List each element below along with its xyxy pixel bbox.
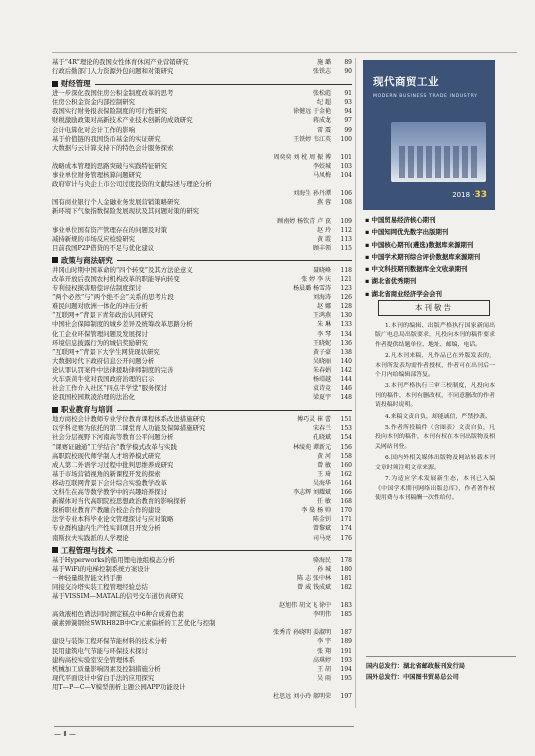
toc-entry-author: 周奕奕 刘 枕 周 振 博 bbox=[273, 153, 331, 161]
toc-entry-page: 134 bbox=[340, 330, 352, 338]
toc-entry bbox=[52, 583, 352, 592]
toc-entry-title: 环境信息披露行为的城信奖励研究 bbox=[52, 338, 148, 347]
toc-entry-author: 吴晓丽 bbox=[312, 357, 331, 365]
section-rule bbox=[117, 409, 352, 411]
toc-entry-author: 王晓妮 bbox=[312, 339, 331, 347]
toc-entry bbox=[52, 656, 352, 665]
toc-entry bbox=[52, 266, 352, 275]
toc-entry bbox=[52, 628, 352, 637]
notice-body bbox=[375, 322, 495, 505]
toc-entry-author: 傅巧灵 崔 蕾 bbox=[297, 416, 331, 424]
toc-entry-title: 事业单位财务管理核算问题研究 bbox=[52, 171, 142, 180]
toc-entry-page: 138 bbox=[340, 348, 352, 356]
toc-entry-title: “互联网+”背景下青年政治认同研究 bbox=[52, 311, 154, 320]
journal-cover bbox=[363, 60, 495, 210]
toc-entry-title: 法学专业本科毕业论文管理探讨与应对策略 bbox=[52, 515, 174, 524]
toc-entry-title: 基于“4R”理论的我国女性体育休闲产业营销研究 bbox=[52, 58, 189, 66]
toc-entry-author: 朱春娟 bbox=[312, 366, 331, 374]
toc-entry-title: 基于VISSIM—MATAL的信号交车道仿真研究 bbox=[52, 591, 184, 600]
toc-entry-title: 论我国校园欺凌治理的法治化 bbox=[52, 393, 136, 402]
toc-entry-author: 吴 雨 bbox=[317, 674, 331, 682]
toc-entry-author: 杨靖越 bbox=[312, 376, 331, 383]
toc-entry-page: 185 bbox=[340, 611, 352, 619]
toc-entry-author: 燕 蓉 bbox=[317, 199, 331, 207]
toc-entry-author: 曾 威 钱成斌 bbox=[297, 583, 331, 591]
toc-entry bbox=[52, 497, 352, 506]
toc-entry-title: 地方商校会计教师专业学位教育课程体系改进措施研究 bbox=[52, 415, 206, 424]
toc-entry-title: 社会工作介入社区“四点半学堂”服务探讨 bbox=[52, 384, 168, 393]
toc-entry bbox=[52, 207, 352, 216]
toc-entry-author: 梁夏宇 bbox=[312, 394, 331, 402]
toc-entry-author: 黄 霞 bbox=[317, 235, 331, 243]
toc-entry-page: 128 bbox=[340, 303, 352, 311]
toc-entry-page: 168 bbox=[340, 498, 352, 506]
column-divider bbox=[355, 58, 356, 708]
toc-entry-author: 陈 志 张中林 bbox=[297, 574, 331, 582]
notice-paragraph: 1.本刊的编辑、出版严格执行国家新闻出版广电总局出版要求，凡投向本刊的稿件要求作者提供结题单位、地址、邮编、电话。 bbox=[375, 323, 495, 348]
toc-entry bbox=[52, 217, 352, 226]
toc-entry-page: 170 bbox=[340, 507, 352, 515]
toc-entry-author: 张 翔 bbox=[317, 647, 331, 655]
toc-entry-title: 我国实行财务报表保险制度的可行性研究 bbox=[52, 107, 168, 116]
toc-entry bbox=[52, 171, 352, 180]
toc-entry-page: 182 bbox=[340, 583, 352, 591]
toc-entry bbox=[52, 162, 352, 171]
toc-entry-author: 赵 玲 bbox=[317, 226, 331, 234]
toc-entry-author: 李 宇 bbox=[317, 638, 331, 646]
toc-entry-page: 146 bbox=[340, 385, 352, 393]
toc-entry bbox=[52, 153, 352, 162]
toc-entry-author: 刘海涛 bbox=[312, 294, 331, 302]
toc-entry-author: 孔晓斌 bbox=[312, 434, 331, 442]
toc-entry-page: 113 bbox=[340, 235, 352, 243]
toc-entry-page: 180 bbox=[340, 565, 352, 573]
toc-entry-author: 徐健远 于金艳 bbox=[293, 108, 331, 116]
section-name: 政策与商法研究 bbox=[61, 255, 113, 265]
toc-entry-page: 108 bbox=[340, 199, 352, 207]
toc-entry bbox=[52, 135, 352, 144]
toc-entry-author: 李志辉 刘耀斌 bbox=[293, 489, 331, 497]
toc-entry-page: 99 bbox=[344, 126, 352, 134]
toc-entry bbox=[52, 58, 352, 67]
toc-entry-page: 187 bbox=[340, 629, 352, 637]
honor-item: ▪ 中文科技期刊数据库全文收录期刊 bbox=[365, 265, 468, 274]
toc-entry bbox=[52, 637, 352, 646]
toc-entry-title: 高职院校现代师学制人才培养模式研究 bbox=[52, 451, 161, 460]
toc-entry-title: 论认罪认罚案件中法律援助律师制度的完善 bbox=[52, 365, 174, 374]
toc-entry-page: 130 bbox=[340, 312, 352, 320]
toc-entry-page: 142 bbox=[340, 366, 352, 374]
toc-entry bbox=[52, 592, 352, 601]
toc-entry-title: 现代平面设计中留白手法的应用探究 bbox=[52, 673, 155, 682]
toc-entry-page: 160 bbox=[340, 461, 352, 469]
toc-entry-title: 专利侵权损害赔偿评估制度探讨 bbox=[52, 284, 142, 293]
toc-entry-title: 井冈山时期中国革命的“四个转变”及其方法论意义 bbox=[52, 265, 193, 274]
toc-entry-title: 成人第二外语学习过程中批判思维养成研究 bbox=[52, 460, 174, 469]
toc-entry-author: 王鸿燕 bbox=[312, 312, 331, 320]
section-heading bbox=[52, 78, 352, 89]
toc-entry-page: 90 bbox=[344, 68, 352, 76]
toc-entry-page: 197 bbox=[340, 693, 352, 700]
toc-entry-page: 140 bbox=[340, 357, 352, 365]
section-rule bbox=[117, 259, 352, 261]
toc-entry-page: 126 bbox=[340, 294, 352, 302]
toc-entry-title: 碳素弹簧钢丝SWRH82B中Cr元素偏析的工艺优化与控制 bbox=[52, 619, 216, 628]
toc-entry-title: 行政后勤部门人力资源外包问题和对策研究 bbox=[52, 67, 174, 76]
toc-entry-author: 李 燊 杨 帅 bbox=[301, 507, 331, 515]
section-heading bbox=[52, 404, 352, 415]
toc-entry bbox=[52, 198, 352, 207]
section-name: 职业教育与培训 bbox=[61, 405, 113, 415]
toc-entry-title: “互联网+”背景下大学生网贷现状研究 bbox=[52, 347, 160, 356]
toc-entry-page: 164 bbox=[340, 479, 352, 487]
toc-entry-title: 国有商业银行个人金融业务发展营销策略研究 bbox=[52, 198, 180, 207]
toc-entry bbox=[52, 452, 352, 461]
toc-entry-page: 103 bbox=[340, 162, 352, 170]
toc-entry-title: 基于价值链的我国货币基金的实证研究 bbox=[52, 134, 161, 143]
toc-entry-author: 孙 城 bbox=[317, 565, 331, 573]
toc-entry bbox=[52, 226, 352, 235]
toc-entry-author: 张 婷 李 庆 bbox=[301, 275, 331, 283]
toc-entry-author: 王铁婷 韦江英 bbox=[293, 135, 331, 143]
toc-entry-title: 基于Hyperworks的船用锂电池组模态分析 bbox=[52, 555, 175, 564]
toc-entry-page: 123 bbox=[340, 285, 352, 293]
toc-entry-author: 纪 超 bbox=[317, 99, 331, 107]
toc-entry-author: 王 琦 bbox=[317, 470, 331, 478]
toc-entry bbox=[52, 665, 352, 674]
toc-entry-author: 高琪婷 bbox=[312, 656, 331, 664]
toc-entry-page: 100 bbox=[340, 135, 352, 143]
toc-entry-page: 194 bbox=[340, 665, 352, 673]
cover-issue bbox=[452, 190, 487, 200]
journal-honors bbox=[365, 214, 515, 300]
toc-entry-title: 建设与装饰工程环保节能材料的技术分析 bbox=[52, 637, 168, 646]
toc-entry-author: 宋春兰 bbox=[312, 425, 331, 433]
toc-entry-title: 社会分层视野下河南高等教育公平问题分析 bbox=[52, 433, 174, 442]
toc-entry-title: 住房公积金资金内部控制研究 bbox=[52, 98, 136, 107]
toc-entry bbox=[52, 116, 352, 125]
toc-entry-page: 181 bbox=[340, 574, 352, 582]
toc-entry bbox=[52, 311, 352, 320]
toc-entry-title: 化工企业环保管理问题及发展探讨 bbox=[52, 329, 148, 338]
toc-entry-page: 156 bbox=[340, 443, 352, 451]
toc-entry bbox=[52, 393, 352, 402]
toc-entry bbox=[52, 506, 352, 515]
toc-entry bbox=[52, 293, 352, 302]
toc-entry bbox=[52, 235, 352, 244]
toc-entry-page: 109 bbox=[340, 217, 352, 225]
toc-entry bbox=[52, 366, 352, 375]
toc-entry-title: 事业单位国有资产管理存在的问题及对策 bbox=[52, 225, 168, 234]
toc-entry-title: 政府审计与央企上市公司过度投资的文献综述与理论分析 bbox=[52, 180, 212, 189]
toc-entry bbox=[52, 619, 352, 628]
toc-entry-title: “两个必然”与“两个绝不会”关系的思考片段 bbox=[52, 293, 174, 302]
toc-entry-page: 89 bbox=[344, 59, 352, 66]
toc-entry-page: 171 bbox=[340, 516, 352, 524]
section-square-icon bbox=[52, 407, 58, 413]
honor-item: ▪ 湖北省商业经济学会会刊 bbox=[365, 289, 442, 298]
toc-entry-title: 基于市场营销视角的新课程开发的探索 bbox=[52, 469, 161, 478]
toc-entry bbox=[52, 565, 352, 574]
toc-entry-author: 张铁志 bbox=[312, 68, 331, 76]
toc-entry-page: 195 bbox=[340, 674, 352, 682]
publisher-line: 国外总发行：中国图书贸易总公司 bbox=[366, 674, 459, 681]
toc-entry bbox=[52, 424, 352, 433]
section-square-icon bbox=[52, 257, 58, 263]
toc-entry bbox=[52, 556, 352, 565]
toc-entry-title: 中国社会保障制度的城乡差异及统筹改革思路分析 bbox=[52, 320, 193, 329]
toc-entry-page: 151 bbox=[340, 416, 352, 424]
notice-paragraph: 6.国内外相关媒体出版物及网站转载本刊文章时须注明文章来源。 bbox=[375, 455, 495, 471]
toc-entry-page: 136 bbox=[340, 339, 352, 347]
toc-entry bbox=[52, 515, 352, 524]
toc-entry-page: 133 bbox=[340, 321, 352, 329]
toc-entry bbox=[52, 144, 352, 153]
toc-entry-page: 106 bbox=[340, 190, 352, 198]
toc-entry-page: 115 bbox=[340, 244, 352, 252]
toc-entry-title: 财税激励政策对高新技术产业技术创新的成效研究 bbox=[52, 116, 193, 125]
honor-item: ▪ 中国贸易经济核心期刊 bbox=[365, 216, 436, 224]
toc-entry-author: 任 敏 bbox=[317, 498, 331, 506]
toc-entry bbox=[52, 275, 352, 284]
cover-issue-number: 33 bbox=[474, 190, 487, 200]
toc-entry bbox=[52, 479, 352, 488]
publisher-line: 国内总发行：湖北省邮政报刊发行局 bbox=[366, 663, 465, 670]
toc-entry bbox=[52, 67, 352, 76]
toc-entry bbox=[52, 126, 352, 135]
toc-entry-title: 文科生在高等数学教学中的兴趣培养探讨 bbox=[52, 488, 168, 497]
toc-entry bbox=[52, 189, 352, 198]
toc-entry bbox=[52, 244, 352, 253]
toc-entry bbox=[52, 302, 352, 311]
toc-entry-page: 178 bbox=[340, 556, 352, 564]
toc-entry-title: 用T—P—C—V模型剖析主题公园APP功能设计 bbox=[52, 682, 186, 691]
toc-entry-author: 袁诗竞 bbox=[312, 385, 331, 393]
toc-entry-title: 目前我国P2P借贷的不足与优化建议 bbox=[52, 243, 155, 252]
toc-entry bbox=[52, 433, 352, 442]
toc-entry-page: 154 bbox=[340, 434, 352, 442]
toc-entry bbox=[52, 488, 352, 497]
toc-entry-author: 杜思远 刘小玲 郝明荣 bbox=[273, 693, 331, 700]
section-square-icon bbox=[52, 547, 58, 553]
toc-entry-author: 曾黎斌 bbox=[312, 525, 331, 533]
toc-entry bbox=[52, 284, 352, 293]
toc-entry-title: 改革开放后我国农村机构改革的职能导向转变 bbox=[52, 274, 180, 283]
toc-entry-page: 153 bbox=[340, 425, 352, 433]
toc-entry-title: 大数据时代下政府信息公开问题分析 bbox=[52, 356, 155, 365]
cover-city-image bbox=[391, 122, 486, 182]
toc-entry-author: 朱 琳 bbox=[317, 321, 331, 329]
page-number: — Ⅱ — bbox=[54, 726, 354, 738]
toc-entry-author: 骆海民 bbox=[312, 556, 331, 564]
toc-entry-page: 97 bbox=[344, 117, 352, 125]
toc-entry-title: 同接交冷塔实装工程管理经验总结 bbox=[52, 582, 148, 591]
toc-entry bbox=[52, 357, 352, 366]
toc-entry bbox=[52, 574, 352, 583]
toc-entry-page: 158 bbox=[340, 452, 352, 460]
toc-entry-page: 112 bbox=[340, 226, 352, 234]
toc-entry bbox=[52, 524, 352, 533]
toc-entry-page: 174 bbox=[340, 525, 352, 533]
toc-entry-title: 难民问题对欧洲一体化的冲击分析 bbox=[52, 302, 148, 311]
notice-paragraph: 5.作者所投稿件（含图表）文责自负，凡投向本刊的稿件，本刊有权在本刊出版物及相关网站刊登。 bbox=[375, 425, 495, 450]
honor-item: ▪ 湖北省优秀期刊 bbox=[365, 277, 417, 286]
toc-entry bbox=[52, 320, 352, 329]
toc-entry bbox=[52, 375, 352, 384]
cover-title: 现代商贸工业 bbox=[373, 76, 439, 88]
toc-entry-title: 进一步深化我国住房公积金制度改革的思考 bbox=[52, 89, 174, 98]
header-rule bbox=[52, 52, 517, 53]
notice-paragraph: 2.凡本刊来稿，凡作品已在外版发表的，本刊所发表均需作者授权，作者可在出刊后一个月内给编辑部答复。 bbox=[375, 353, 495, 379]
toc-entry-title: 会计电算化对会计工作的影响 bbox=[52, 125, 136, 134]
toc-entry-title: 专业群构建内生产性实训项目开发分析 bbox=[52, 524, 161, 533]
toc-entry-title: 移动互联网背景下会计综合实验教学改革 bbox=[52, 478, 168, 487]
cover-year: 2018 · bbox=[452, 191, 475, 199]
toc-entry-title: 减持新规的市场反应检验研究 bbox=[52, 234, 136, 243]
toc-entry bbox=[52, 415, 352, 424]
toc-entry-author: 林绫苑 谭新元 bbox=[293, 443, 331, 451]
toc-entry bbox=[52, 443, 352, 452]
toc-entry bbox=[52, 107, 352, 116]
toc-entry-page: 94 bbox=[344, 108, 352, 116]
toc-entry bbox=[52, 470, 352, 479]
toc-entry-author: 张秀青 孙晓明 姜淑明 bbox=[273, 629, 331, 637]
toc-entry-page: 193 bbox=[340, 656, 352, 664]
toc-entry-title: 火车票黄牛党对我国政府治理的启示 bbox=[52, 375, 155, 383]
toc-entry-page: 162 bbox=[340, 470, 352, 478]
toc-entry-author: 曾 敏 bbox=[317, 461, 331, 469]
toc-entry-title: 高效液相色谱法同时测定糕点中6种合成着色素 bbox=[52, 610, 184, 619]
toc-entry bbox=[52, 339, 352, 348]
toc-entry bbox=[52, 692, 352, 701]
toc-entry-author: 李 琴 bbox=[317, 330, 331, 338]
toc-entry-page: 101 bbox=[340, 153, 352, 161]
toc-entry-page: 104 bbox=[340, 172, 352, 180]
toc-entry bbox=[52, 348, 352, 357]
section-rule bbox=[117, 549, 352, 551]
toc-entry-author: 李姣城 bbox=[312, 162, 331, 170]
section-name: 工程管理与技术 bbox=[61, 545, 113, 555]
toc-entry-page: 144 bbox=[340, 376, 352, 383]
toc-entry-title: 大数据与云计算支持下的特色会计服务探索 bbox=[52, 143, 174, 152]
toc-entry-page: 189 bbox=[340, 638, 352, 646]
toc-entry-author: 李明伟 bbox=[312, 611, 331, 619]
toc-entry-title: “课赛证融通”工学结合“教学模式改革与实践 bbox=[52, 442, 177, 451]
publisher-info bbox=[366, 656, 516, 683]
notice-paragraph: 7.为适应学术发展新生态，本刊已入编《中国学术期刊网络出版总库》，作者著作权使用费与本刊稿酬一次性给付。 bbox=[375, 476, 495, 501]
toc-entry bbox=[52, 601, 352, 610]
toc-entry-page: 93 bbox=[344, 99, 352, 107]
toc-entry-title: 民用建筑电气节能与环保技术探讨 bbox=[52, 646, 148, 655]
toc-entry-author: 聂晓峰 bbox=[312, 266, 331, 274]
section-name: 财经管理 bbox=[61, 79, 91, 89]
section-heading bbox=[52, 255, 352, 266]
toc-entry-title: 探析职业教育产教融合校企合作的建设 bbox=[52, 506, 161, 515]
toc-entry-author: 陈金钊 bbox=[312, 516, 331, 524]
toc-entry-page: 118 bbox=[340, 266, 352, 274]
toc-entry bbox=[52, 330, 352, 339]
toc-entry-author: 杨晨璐 杨雪涛 bbox=[293, 285, 331, 293]
toc-entry-author: 雷 震 bbox=[317, 126, 331, 134]
honor-item: ▪ 中国学术期刊综合评价数据库来源期刊 bbox=[365, 252, 481, 261]
toc-entry-page: 176 bbox=[340, 534, 352, 542]
toc-entry-author: 王 胡 bbox=[317, 665, 331, 673]
table-of-contents bbox=[52, 58, 352, 701]
toc-entry-author: 马凤梅 bbox=[312, 172, 331, 180]
honor-item: ▪ 中国知网优先数字出版期刊 bbox=[365, 228, 449, 237]
toc-entry-author: 顾丰领 bbox=[312, 244, 331, 252]
toc-entry-author: 顾南婷 杨钦青 卢 苠 bbox=[277, 217, 331, 225]
toc-entry bbox=[52, 534, 352, 543]
toc-entry-page: 148 bbox=[340, 394, 352, 402]
toc-entry bbox=[52, 180, 352, 189]
toc-entry bbox=[52, 461, 352, 470]
cover-english-title: MODERN BUSINESS TRADE INDUSTRY bbox=[373, 94, 478, 99]
section-heading bbox=[52, 545, 352, 556]
toc-entry bbox=[52, 647, 352, 656]
toc-entry-author: 施 璐 bbox=[317, 59, 331, 66]
toc-entry-author: 吴海华 bbox=[312, 479, 331, 487]
toc-entry-title: 以学科竞赛为依托的第二课堂育人功能及保障措施研究 bbox=[52, 424, 206, 433]
toc-entry-author: 赵旭伟 胡文飞 徐中 bbox=[279, 602, 331, 610]
toc-entry-title: 战略成本管理的思路突破与实践特征研究 bbox=[52, 161, 168, 170]
toc-entry-author: 赵 娜 bbox=[317, 303, 331, 311]
notice-title: 本刊敬告 bbox=[378, 300, 490, 316]
toc-entry-page: 183 bbox=[340, 602, 352, 610]
toc-entry-page: 91 bbox=[344, 90, 352, 98]
toc-entry-author: 蒋成龙 bbox=[312, 117, 331, 125]
toc-entry-author: 张松彪 bbox=[312, 90, 331, 98]
toc-entry bbox=[52, 98, 352, 107]
toc-entry-title: 南斯拉夫实践派的人学理论 bbox=[52, 533, 129, 542]
toc-entry-author: 司马亮 bbox=[312, 534, 331, 542]
toc-entry-author: 刘海生 孙丹潭 bbox=[293, 190, 331, 198]
toc-entry bbox=[52, 89, 352, 98]
toc-entry bbox=[52, 610, 352, 619]
toc-entry-title: 新环境下气象指数保险发展现状及其问题对策的研究 bbox=[52, 207, 199, 216]
toc-entry-title: 一种轻量级智能文档手册 bbox=[52, 573, 123, 582]
notice-paragraph: 3.本刊严格执行三审三校制度，凡投向本刊的稿件，本刊有删改权，不同意删改的作者请投稿时说明。 bbox=[375, 383, 495, 409]
toc-entry bbox=[52, 683, 352, 692]
toc-entry-title: 建构高校实验室安全管理体系 bbox=[52, 655, 136, 664]
toc-entry-title: 机械加工质量影响因素及控制措施分析 bbox=[52, 664, 161, 673]
notice-paragraph: 4.来稿文责自负，却能诚信，严禁抄袭。 bbox=[385, 413, 491, 420]
toc-entry-page: 121 bbox=[340, 275, 352, 283]
toc-entry bbox=[52, 674, 352, 683]
honor-item: ▪ 中国核心期刊(遴选)数据库来源期刊 bbox=[365, 240, 474, 249]
toc-entry-author: 黄子豪 bbox=[312, 348, 331, 356]
section-rule bbox=[95, 83, 352, 85]
toc-entry bbox=[52, 384, 352, 393]
toc-entry-page: 166 bbox=[340, 489, 352, 497]
section-square-icon bbox=[52, 81, 58, 87]
toc-entry-author: 黄 河 bbox=[317, 452, 331, 460]
toc-entry-title: 新媒体对当代高职院校思想政治教育的影响探析 bbox=[52, 497, 187, 506]
toc-entry-page: 191 bbox=[340, 647, 352, 655]
toc-entry-title: 基于WiFi的电梯控制系统方案设计 bbox=[52, 564, 151, 573]
